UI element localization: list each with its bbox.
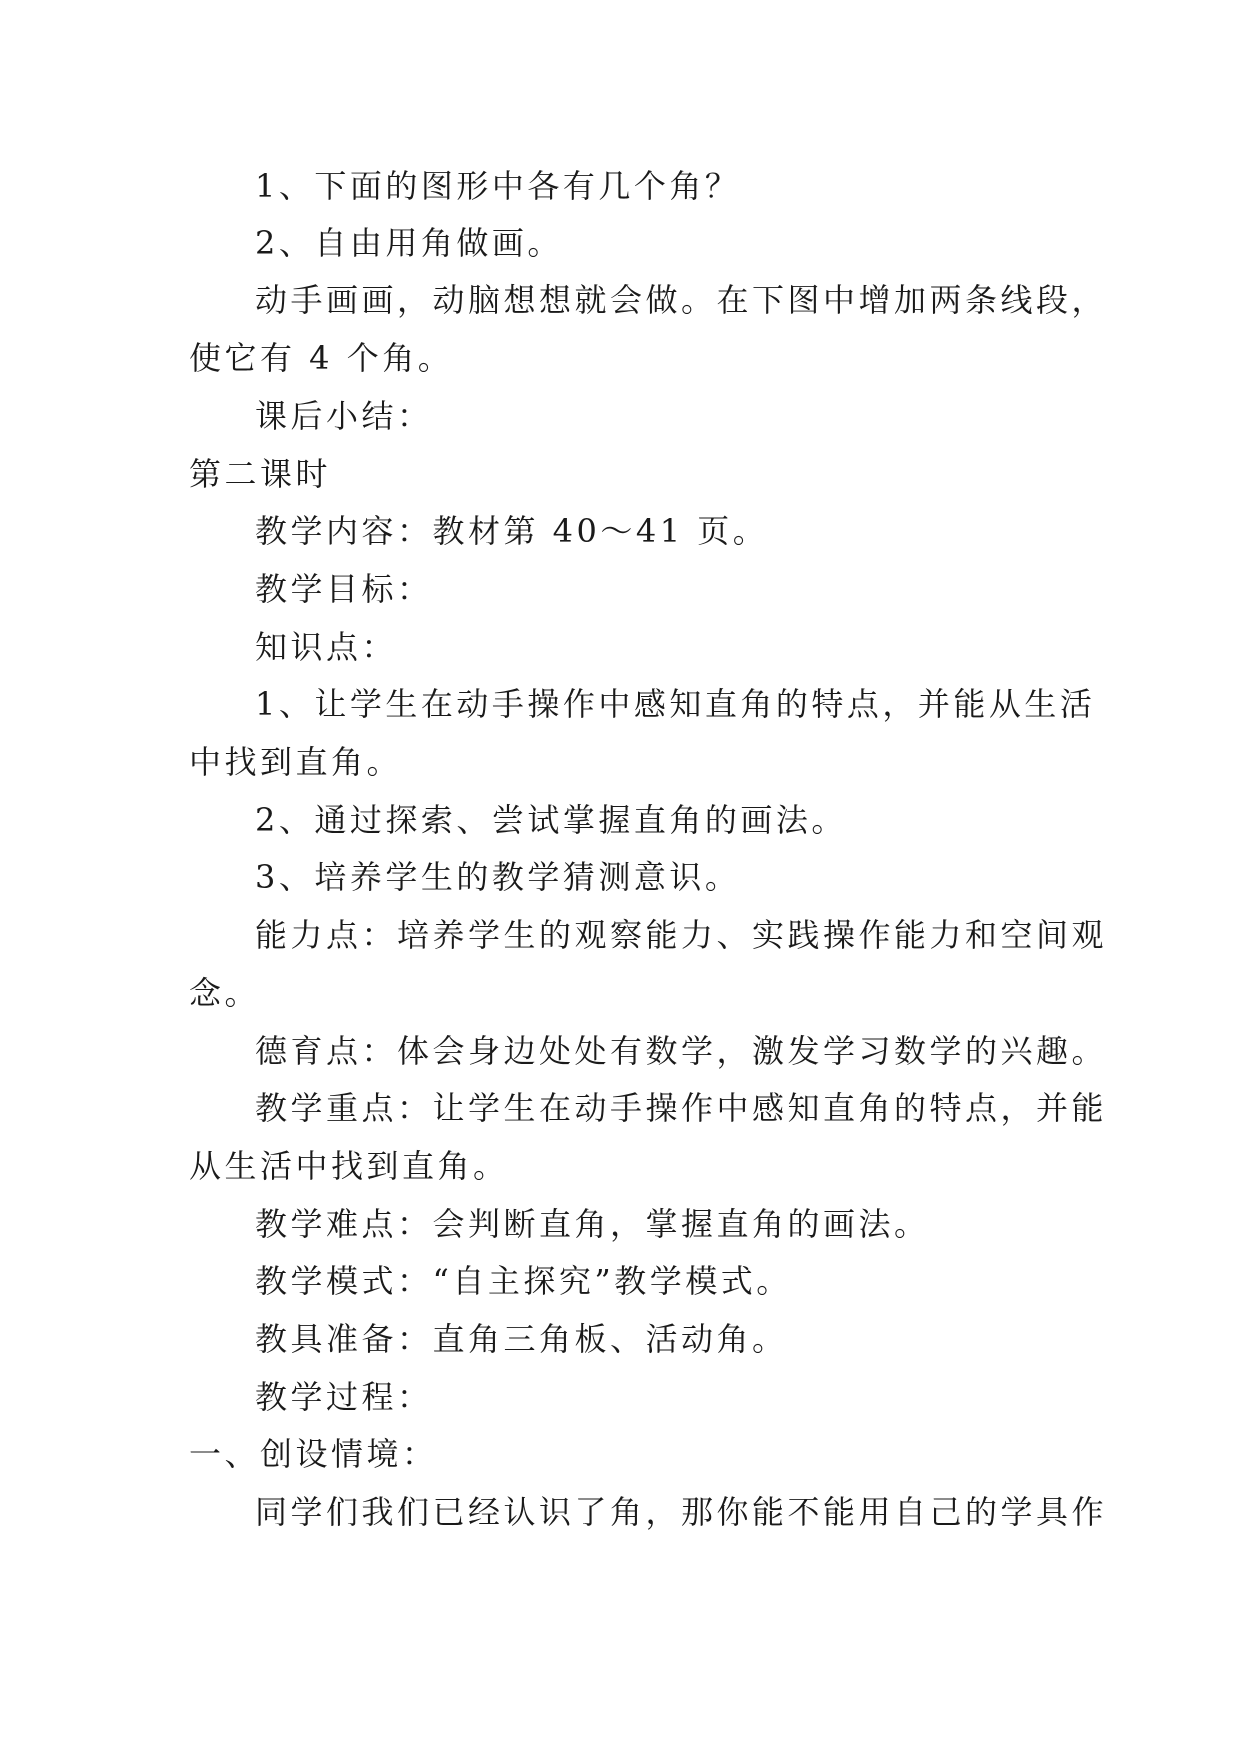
paragraph-line: 能力点：培养学生的观察能力、实践操作能力和空间观 [255,916,1108,954]
list-item: 1、让学生在动手操作中感知直角的特点，并能从生活 [255,685,1096,723]
paragraph-line: 德育点：体会身边处处有数学，激发学习数学的兴趣。 [255,1032,1108,1070]
list-item-continuation: 中找到直角。 [189,743,403,781]
section-label: 教学过程： [255,1378,433,1416]
paragraph-line: 动手画画，动脑想想就会做。在下图中增加两条线段， [255,281,1108,319]
list-item: 3、培养学生的教学猜测意识。 [255,858,741,896]
lesson-heading: 第二课时 [189,455,332,493]
question-1: 1、下面的图形中各有几个角？ [255,167,741,205]
paragraph-line: 教学重点：让学生在动手操作中感知直角的特点，并能 [255,1089,1108,1127]
section-label: 教学目标： [255,570,433,608]
paragraph-line: 念。 [189,974,261,1012]
paragraph-line: 同学们我们已经认识了角，那你能不能用自己的学具作 [255,1493,1108,1531]
paragraph-line: 从生活中找到直角。 [189,1147,509,1185]
paragraph-line: 使它有 4 个角。 [189,339,454,377]
section-label: 课后小结： [255,397,433,435]
section-heading: 一、创设情境： [189,1435,438,1473]
section-label: 知识点： [255,628,398,666]
list-item: 2、通过探索、尝试掌握直角的画法。 [255,801,847,839]
teaching-content: 教学内容：教材第 40～41 页。 [255,512,769,550]
paragraph-line: 教具准备：直角三角板、活动角。 [255,1320,788,1358]
paragraph-line: 教学模式：“自主探究”教学模式。 [255,1262,792,1300]
paragraph-line: 教学难点：会判断直角，掌握直角的画法。 [255,1205,930,1243]
question-2: 2、自由用角做画。 [255,224,563,262]
